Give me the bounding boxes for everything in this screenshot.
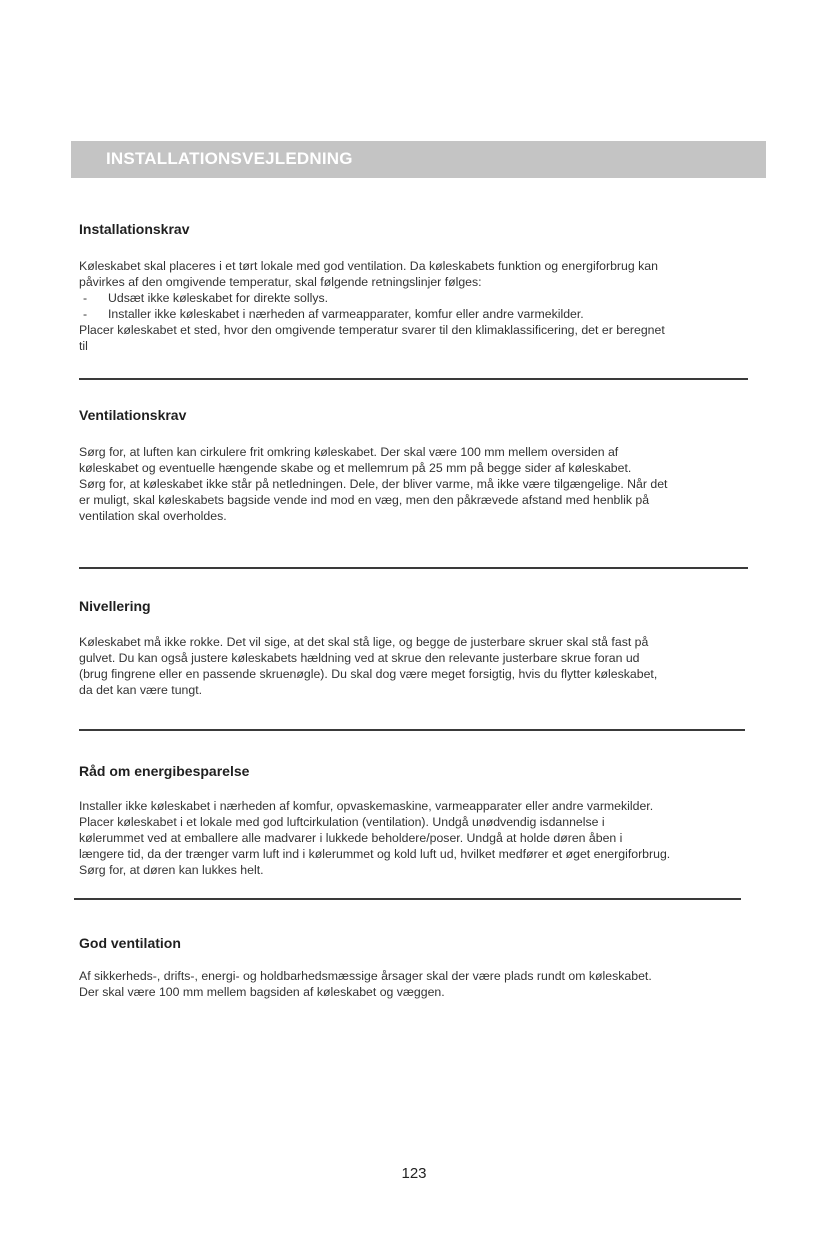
leveling-text xyxy=(79,634,759,698)
heading-installation-requirements: Installationskrav xyxy=(79,221,190,237)
page-number: 123 xyxy=(401,1165,427,1182)
text-line: Sørg for, at køleskabet ikke står på netledningen. Dele, der bliver varme, må ikke være tilgængelige. Når det xyxy=(79,477,668,491)
heading-energy-saving-tips: Råd om energibesparelse xyxy=(79,763,250,779)
ventilation-requirements-text xyxy=(79,444,759,524)
bullet-dash: - xyxy=(83,307,88,321)
text-line: Af sikkerheds-, drifts-, energi- og holdbarhedsmæssige årsager skal der være plads rundt om køleskabet. xyxy=(79,969,652,983)
page-title: INSTALLATIONSVEJLEDNING xyxy=(106,149,353,168)
bullet-text: Installer ikke køleskabet i nærheden af varmeapparater, komfur eller andre varmekilder. xyxy=(108,307,584,321)
section-divider xyxy=(79,567,748,569)
text-line: kølerummet ved at emballere alle madvarer i lukkede beholdere/poser. Undgå at holde døren åben i xyxy=(79,831,623,845)
text-line: ventilation skal overholdes. xyxy=(79,509,227,523)
text-line: er muligt, skal køleskabets bagside vende ind mod en væg, men den påkrævede afstand med henblik på xyxy=(79,493,650,507)
section-divider xyxy=(79,729,745,731)
text-line: da det kan være tungt. xyxy=(79,683,203,697)
bullet-text: Udsæt ikke køleskabet for direkte sollys. xyxy=(108,291,329,305)
section-divider xyxy=(79,378,748,380)
text-line: Køleskabet skal placeres i et tørt lokale med god ventilation. Da køleskabets funktion og energiforbrug kan xyxy=(79,259,658,273)
text-line: (brug fingrene eller en passende skruenøgle). Du skal dog være meget forsigtig, hvis du flytter køleskabet, xyxy=(79,667,658,681)
text-line: Køleskabet må ikke rokke. Det vil sige, at det skal stå lige, og begge de justerbare skruer skal stå fast på xyxy=(79,635,649,649)
text-line: længere tid, da der trænger varm luft ind i kølerummet og kold luft ud, hvilket medfører et øget energiforbrug. xyxy=(79,847,671,861)
text-line: Sørg for, at luften kan cirkulere frit omkring køleskabet. Der skal være 100 mm mellem oversiden af xyxy=(79,445,619,459)
text-line: Sørg for, at døren kan lukkes helt. xyxy=(79,863,264,877)
text-line: Der skal være 100 mm mellem bagsiden af køleskabet og væggen. xyxy=(79,985,445,999)
energy-saving-text xyxy=(79,798,759,878)
section-divider xyxy=(74,898,741,900)
installation-requirements-text xyxy=(79,258,759,354)
bullet-item xyxy=(79,290,759,306)
heading-good-ventilation: God ventilation xyxy=(79,935,181,951)
good-ventilation-text xyxy=(79,968,759,1000)
bullet-dash: - xyxy=(83,291,88,305)
heading-leveling: Nivellering xyxy=(79,598,151,614)
text-line: Installer ikke køleskabet i nærheden af komfur, opvaskemaskine, varmeapparater eller andre varmekilder. xyxy=(79,799,654,813)
section-title-banner xyxy=(71,141,766,178)
text-line: Placer køleskabet et sted, hvor den omgivende temperatur svarer til den klimaklassificering, det er beregnet xyxy=(79,323,665,337)
text-line: Placer køleskabet i et lokale med god luftcirkulation (ventilation). Undgå unødvendig isdannelse i xyxy=(79,815,605,829)
bullet-item xyxy=(79,306,759,322)
text-line: køleskabet og eventuelle hængende skabe og et mellemrum på 25 mm på begge sider af køleskabet. xyxy=(79,461,632,475)
text-line: gulvet. Du kan også justere køleskabets hældning ved at skrue den relevante justerbare skrue foran ud xyxy=(79,651,640,665)
text-line: påvirkes af den omgivende temperatur, skal følgende retningslinjer følges: xyxy=(79,275,482,289)
text-line: til xyxy=(79,339,88,353)
heading-ventilation-requirements: Ventilationskrav xyxy=(79,407,187,423)
